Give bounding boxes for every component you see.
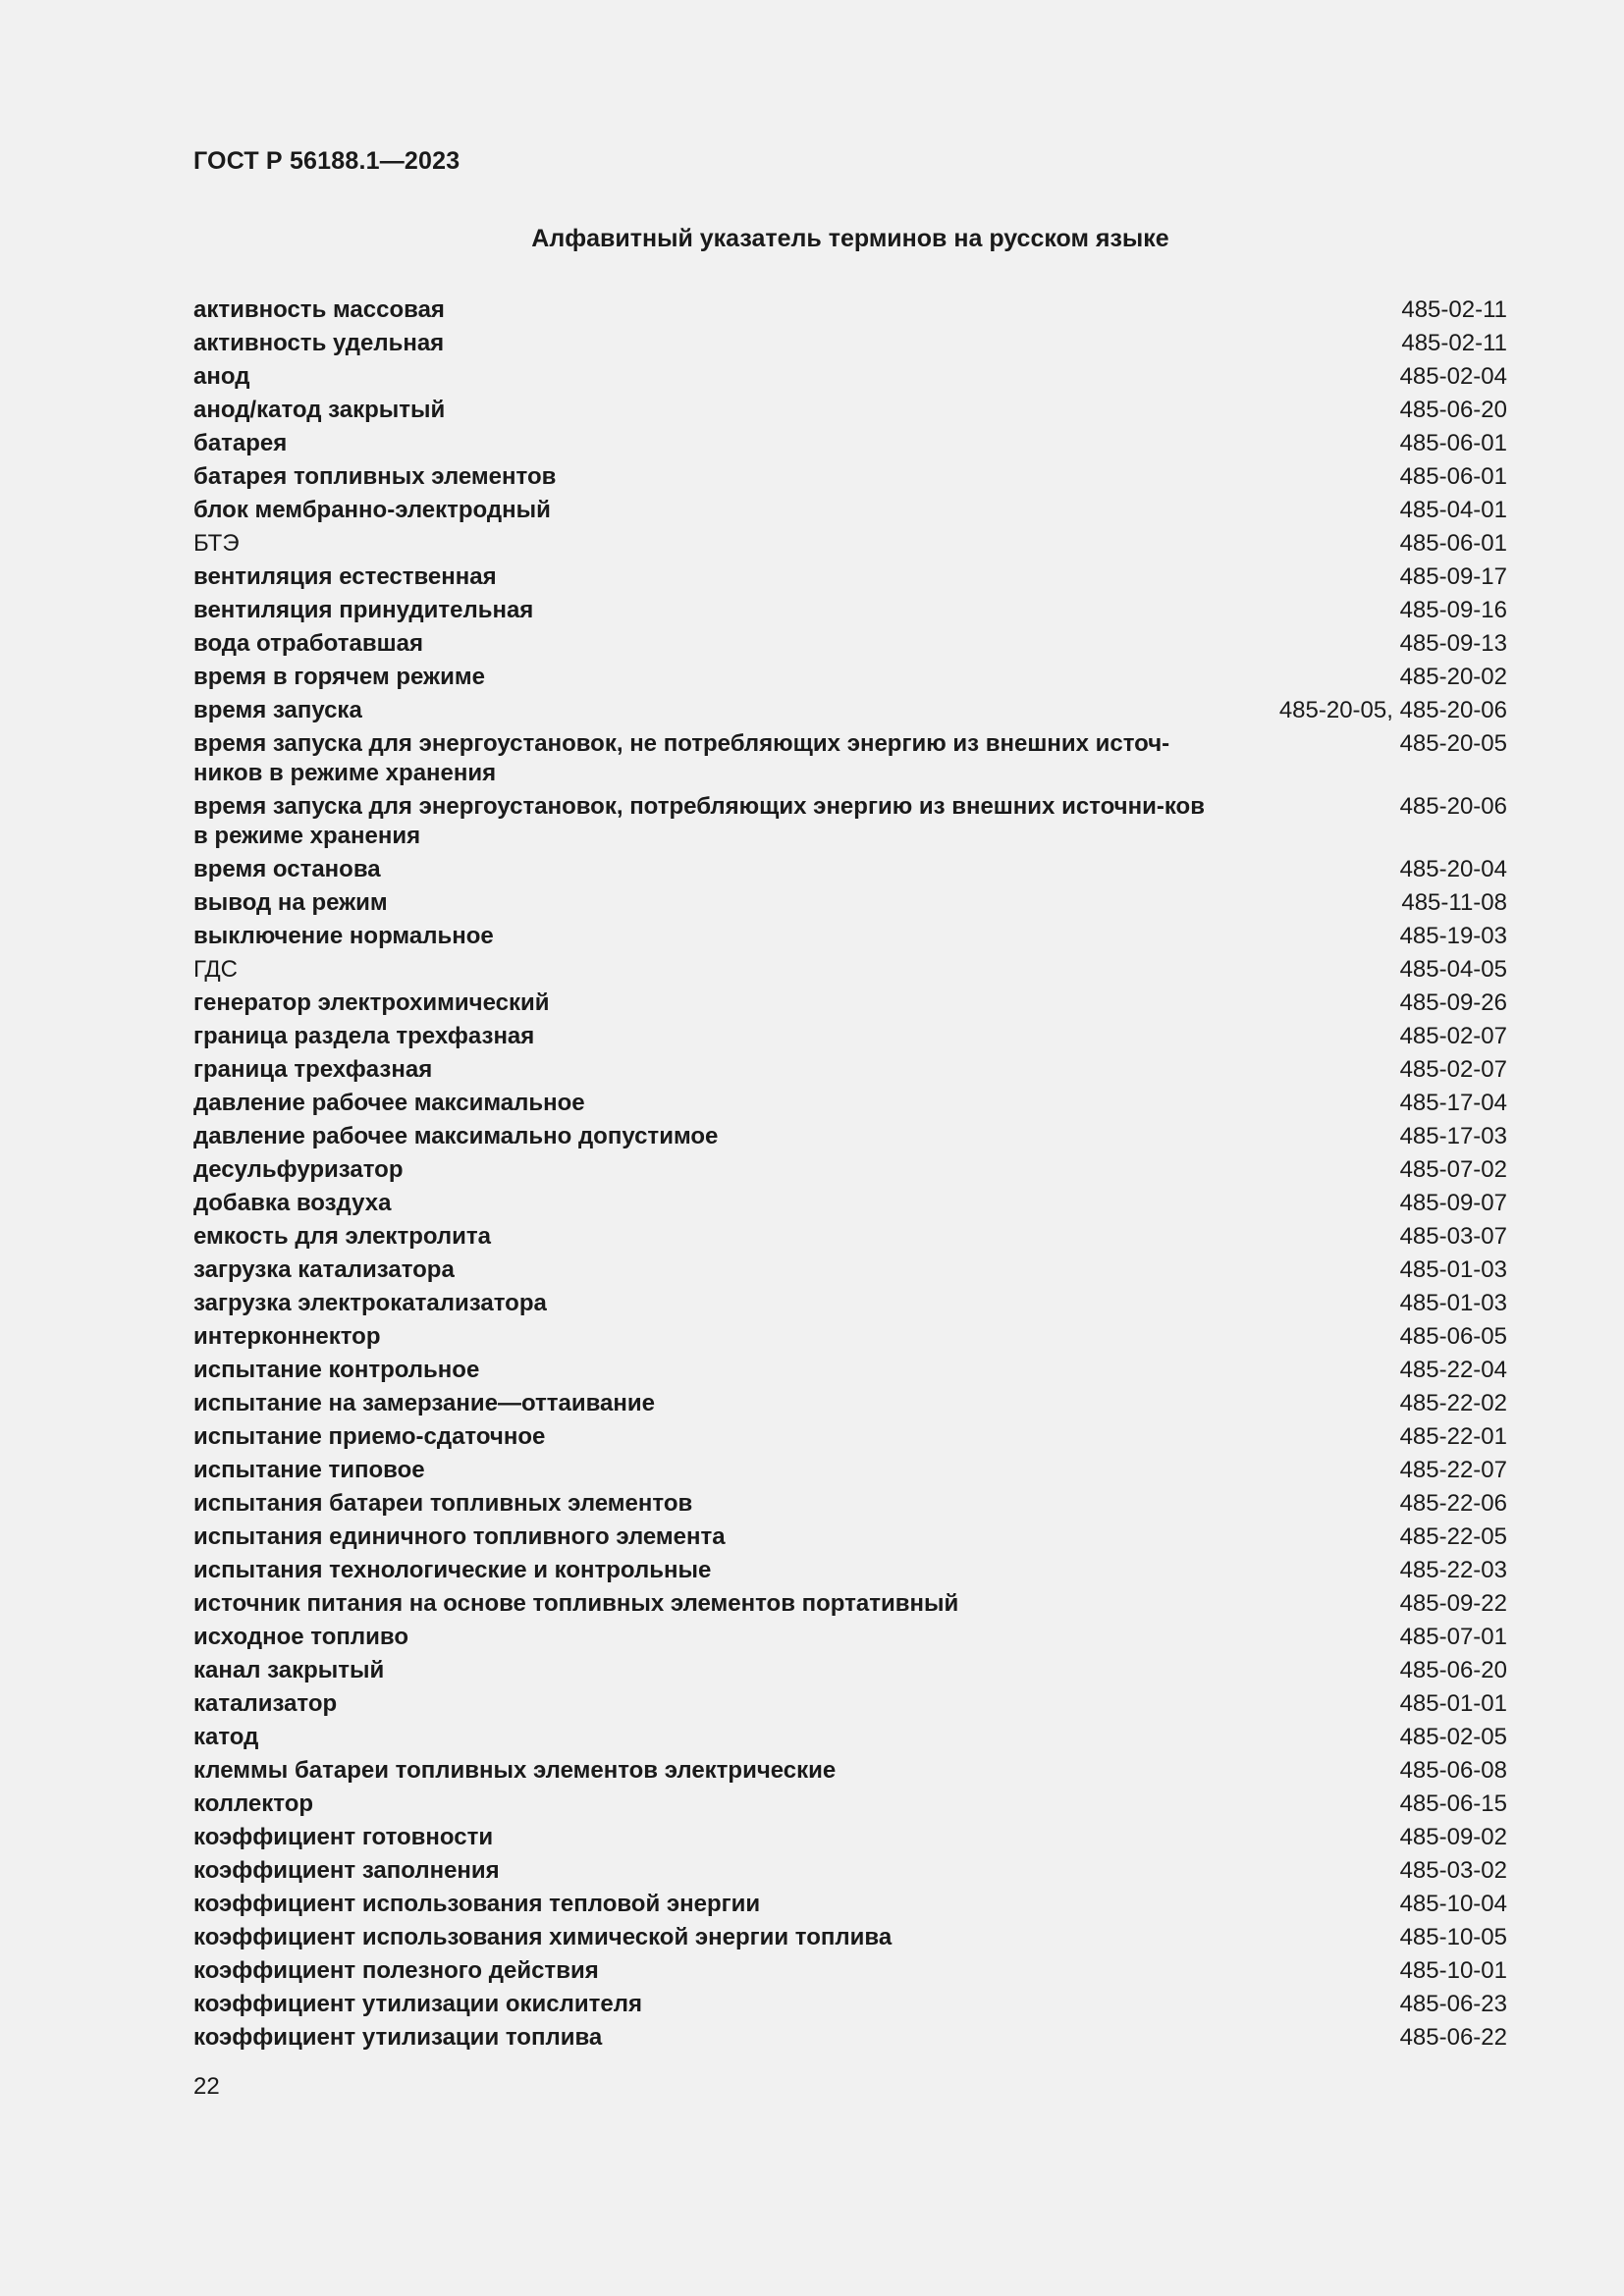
index-entry bbox=[193, 1656, 1507, 1689]
term-reference: 485-17-03 bbox=[1399, 1123, 1507, 1149]
index-entry bbox=[193, 629, 1507, 663]
term-reference: 485-22-04 bbox=[1399, 1357, 1507, 1383]
index-entry bbox=[193, 1356, 1507, 1389]
term: коэффициент готовности bbox=[193, 1824, 494, 1850]
term-reference: 485-22-07 bbox=[1399, 1457, 1507, 1483]
index-entry bbox=[193, 396, 1507, 429]
term-reference: 485-09-02 bbox=[1399, 1824, 1507, 1850]
term-reference: 485-10-04 bbox=[1399, 1891, 1507, 1917]
term: генератор электрохимический bbox=[193, 989, 550, 1016]
term: выключение нормальное bbox=[193, 923, 494, 949]
index-entry bbox=[193, 1222, 1507, 1255]
term: коэффициент заполнения bbox=[193, 1857, 500, 1884]
term: время запуска для энергоустановок, потребляющих энергию из внешних источни-ков в режиме хранения bbox=[193, 793, 1205, 849]
term-reference: 485-17-04 bbox=[1399, 1090, 1507, 1116]
term-reference: 485-20-04 bbox=[1399, 856, 1507, 882]
page-number: 22 bbox=[193, 2073, 220, 2100]
term: загрузка электрокатализатора bbox=[193, 1290, 547, 1316]
term-reference: 485-04-01 bbox=[1399, 497, 1507, 523]
term: испытания технологические и контрольные bbox=[193, 1557, 712, 1583]
index-entry bbox=[193, 329, 1507, 362]
term-reference: 485-20-05, 485-20-06 bbox=[1278, 697, 1507, 723]
term-reference: 485-01-03 bbox=[1399, 1256, 1507, 1283]
index-entry bbox=[193, 1422, 1507, 1456]
term: время запуска bbox=[193, 697, 362, 723]
index-entry bbox=[193, 1789, 1507, 1823]
index-entry bbox=[193, 1155, 1507, 1189]
term: коэффициент использования химической энергии топлива bbox=[193, 1924, 893, 1950]
term: исходное топливо bbox=[193, 1624, 408, 1650]
index-entry bbox=[193, 1890, 1507, 1923]
term-reference: 485-03-02 bbox=[1399, 1857, 1507, 1884]
term: коэффициент утилизации топлива bbox=[193, 2024, 603, 2051]
term-reference: 485-10-01 bbox=[1399, 1957, 1507, 1984]
index-entry bbox=[193, 596, 1507, 629]
term-reference: 485-02-05 bbox=[1399, 1724, 1507, 1750]
term: испытания единичного топливного элемента bbox=[193, 1523, 726, 1550]
index-entry bbox=[193, 1189, 1507, 1222]
term-reference: 485-06-23 bbox=[1399, 1991, 1507, 2017]
term: батарея bbox=[193, 430, 288, 456]
term: испытание приемо-сдаточное bbox=[193, 1423, 546, 1450]
index-entry bbox=[193, 295, 1507, 329]
index-entry bbox=[193, 696, 1507, 729]
term-reference: 485-06-01 bbox=[1399, 430, 1507, 456]
term: блок мембранно-электродный bbox=[193, 497, 551, 523]
index-entry bbox=[193, 1022, 1507, 1055]
term-reference: 485-02-07 bbox=[1399, 1056, 1507, 1083]
index-entry bbox=[193, 663, 1507, 696]
term: граница трехфазная bbox=[193, 1056, 433, 1083]
term-abbreviation: ГДС bbox=[193, 956, 238, 983]
index-entry bbox=[193, 1556, 1507, 1589]
index-entry bbox=[193, 1122, 1507, 1155]
index-entry bbox=[193, 462, 1507, 496]
term: время останова bbox=[193, 856, 381, 882]
term: клеммы батареи топливных элементов электрические bbox=[193, 1757, 837, 1784]
term-reference: 485-06-20 bbox=[1399, 1657, 1507, 1683]
index-entry bbox=[193, 922, 1507, 955]
term-reference: 485-19-03 bbox=[1399, 923, 1507, 949]
term: интерконнектор bbox=[193, 1323, 381, 1350]
index-entry bbox=[193, 888, 1507, 922]
term: емкость для электролита bbox=[193, 1223, 492, 1250]
term: время в горячем режиме bbox=[193, 664, 485, 690]
term: коэффициент полезного действия bbox=[193, 1957, 599, 1984]
term: коэффициент использования тепловой энергии bbox=[193, 1891, 761, 1917]
term: коллектор bbox=[193, 1790, 314, 1817]
term: испытание типовое bbox=[193, 1457, 425, 1483]
term: катод bbox=[193, 1724, 259, 1750]
term-reference: 485-09-22 bbox=[1399, 1590, 1507, 1617]
index-entry bbox=[193, 1623, 1507, 1656]
term-reference: 485-02-04 bbox=[1399, 363, 1507, 390]
term-reference: 485-09-16 bbox=[1399, 597, 1507, 623]
term: вентиляция естественная bbox=[193, 563, 497, 590]
index-entry bbox=[193, 988, 1507, 1022]
term-reference: 485-02-07 bbox=[1399, 1023, 1507, 1049]
index-entry bbox=[193, 1255, 1507, 1289]
index-entry bbox=[193, 429, 1507, 462]
index-entry bbox=[193, 1522, 1507, 1556]
index-entry bbox=[193, 529, 1507, 562]
term-reference: 485-20-02 bbox=[1399, 664, 1507, 690]
term-reference: 485-09-07 bbox=[1399, 1190, 1507, 1216]
term-reference: 485-01-03 bbox=[1399, 1290, 1507, 1316]
term: давление рабочее максимальное bbox=[193, 1090, 585, 1116]
document-page bbox=[193, 0, 1507, 2296]
term-reference: 485-06-20 bbox=[1399, 397, 1507, 423]
term-reference: 485-02-11 bbox=[1401, 296, 1507, 323]
term: испытания батареи топливных элементов bbox=[193, 1490, 693, 1517]
term-reference: 485-22-05 bbox=[1399, 1523, 1507, 1550]
term: испытание на замерзание—оттаивание bbox=[193, 1390, 655, 1416]
term-reference: 485-07-02 bbox=[1399, 1156, 1507, 1183]
term-reference: 485-22-01 bbox=[1399, 1423, 1507, 1450]
term-reference: 485-09-26 bbox=[1399, 989, 1507, 1016]
term: анод/катод закрытый bbox=[193, 397, 446, 423]
term: десульфуризатор bbox=[193, 1156, 404, 1183]
term: вентиляция принудительная bbox=[193, 597, 534, 623]
term-index-list bbox=[193, 295, 1507, 2056]
term: коэффициент утилизации окислителя bbox=[193, 1991, 642, 2017]
term: граница раздела трехфазная bbox=[193, 1023, 535, 1049]
term: время запуска для энергоустановок, не потребляющих энергию из внешних источ-ников в режиме хранения bbox=[193, 730, 1170, 786]
term-abbreviation: БТЭ bbox=[193, 530, 240, 557]
term-reference: 485-06-15 bbox=[1399, 1790, 1507, 1817]
index-entry bbox=[193, 1756, 1507, 1789]
term-reference: 485-06-01 bbox=[1399, 463, 1507, 490]
index-entry bbox=[193, 1456, 1507, 1489]
term-reference: 485-20-05 bbox=[1399, 730, 1507, 757]
term-reference: 485-03-07 bbox=[1399, 1223, 1507, 1250]
term-reference: 485-06-05 bbox=[1399, 1323, 1507, 1350]
index-entry bbox=[193, 1689, 1507, 1723]
term-reference: 485-06-22 bbox=[1399, 2024, 1507, 2051]
term-reference: 485-11-08 bbox=[1401, 889, 1507, 916]
index-entry bbox=[193, 792, 1507, 855]
term-reference: 485-07-01 bbox=[1399, 1624, 1507, 1650]
index-entry bbox=[193, 729, 1507, 792]
index-entry bbox=[193, 1923, 1507, 1956]
term-reference: 485-04-05 bbox=[1399, 956, 1507, 983]
term-reference: 485-22-03 bbox=[1399, 1557, 1507, 1583]
term: катализатор bbox=[193, 1690, 338, 1717]
index-entry bbox=[193, 1055, 1507, 1089]
term-reference: 485-09-13 bbox=[1399, 630, 1507, 657]
index-entry bbox=[193, 1956, 1507, 1990]
term-reference: 485-02-11 bbox=[1401, 330, 1507, 356]
term: давление рабочее максимально допустимое bbox=[193, 1123, 719, 1149]
term-reference: 485-10-05 bbox=[1399, 1924, 1507, 1950]
document-code: ГОСТ Р 56188.1—2023 bbox=[193, 147, 460, 175]
index-entry bbox=[193, 1856, 1507, 1890]
term: активность удельная bbox=[193, 330, 445, 356]
term: испытание контрольное bbox=[193, 1357, 480, 1383]
index-entry bbox=[193, 2023, 1507, 2056]
index-entry bbox=[193, 1289, 1507, 1322]
term: вывод на режим bbox=[193, 889, 388, 916]
index-entry bbox=[193, 1589, 1507, 1623]
term: анод bbox=[193, 363, 250, 390]
index-entry bbox=[193, 1389, 1507, 1422]
index-entry bbox=[193, 362, 1507, 396]
term: канал закрытый bbox=[193, 1657, 385, 1683]
term-reference: 485-06-08 bbox=[1399, 1757, 1507, 1784]
index-entry bbox=[193, 1489, 1507, 1522]
index-entry bbox=[193, 1823, 1507, 1856]
term: активность массовая bbox=[193, 296, 445, 323]
term: добавка воздуха bbox=[193, 1190, 392, 1216]
term-reference: 485-09-17 bbox=[1399, 563, 1507, 590]
term: вода отработавшая bbox=[193, 630, 423, 657]
term-reference: 485-01-01 bbox=[1399, 1690, 1507, 1717]
index-entry bbox=[193, 1089, 1507, 1122]
index-entry bbox=[193, 1723, 1507, 1756]
term: батарея топливных элементов bbox=[193, 463, 557, 490]
index-entry bbox=[193, 496, 1507, 529]
index-entry bbox=[193, 562, 1507, 596]
term-reference: 485-22-02 bbox=[1399, 1390, 1507, 1416]
term-reference: 485-20-06 bbox=[1399, 793, 1507, 820]
term: загрузка катализатора bbox=[193, 1256, 455, 1283]
index-entry bbox=[193, 1322, 1507, 1356]
index-entry bbox=[193, 955, 1507, 988]
index-entry bbox=[193, 1990, 1507, 2023]
term-reference: 485-06-01 bbox=[1399, 530, 1507, 557]
index-entry bbox=[193, 855, 1507, 888]
section-title: Алфавитный указатель терминов на русском языке bbox=[531, 225, 1169, 252]
term-reference: 485-22-06 bbox=[1399, 1490, 1507, 1517]
term: источник питания на основе топливных элементов портативный bbox=[193, 1590, 959, 1617]
